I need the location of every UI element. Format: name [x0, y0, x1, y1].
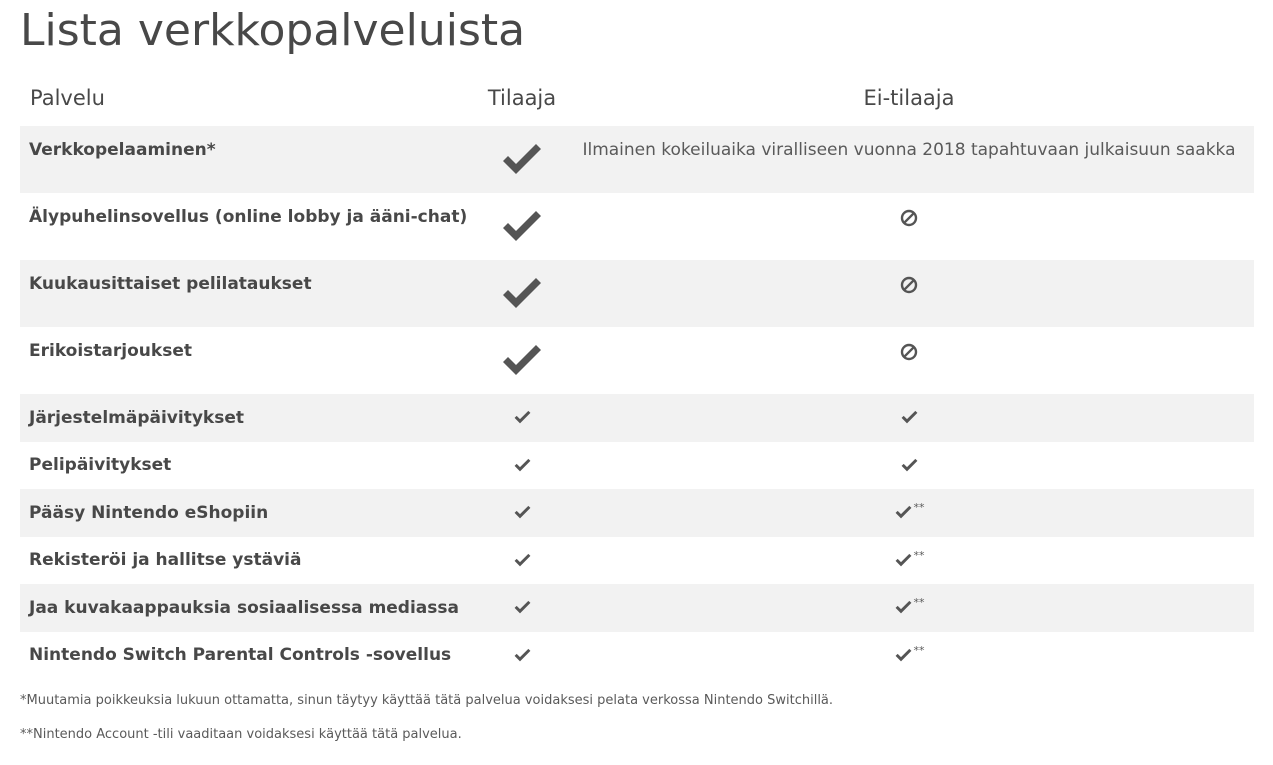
header-subscriber: Tilaaja: [487, 86, 557, 110]
check-icon: [500, 276, 544, 312]
footnote-marker: **: [913, 596, 925, 610]
table-row: [20, 394, 1254, 442]
check-icon: [500, 343, 544, 379]
service-name: Verkkopelaaminen*: [29, 140, 216, 160]
table-row: [20, 632, 1254, 680]
service-name: Pääsy Nintendo eShopiin: [29, 502, 269, 523]
page: [20, 0, 1254, 759]
footnote-marker: **: [913, 548, 925, 562]
service-name: Jaa kuvakaappauksia sosiaalisessa mediassa: [29, 597, 459, 618]
check-icon: [513, 600, 532, 615]
table-row: [20, 489, 1254, 537]
table-row: [20, 260, 1254, 327]
table-row: [20, 584, 1254, 632]
services-table: [20, 70, 1254, 679]
no-entry-icon: [900, 341, 918, 361]
service-name: Kuukausittaiset pelilataukset: [29, 274, 312, 294]
no-entry-icon: [900, 207, 918, 227]
table-row: [20, 442, 1254, 490]
service-name: Pelipäivitykset: [29, 455, 172, 476]
check-icon: [894, 553, 913, 568]
service-name: Erikoistarjoukset: [29, 341, 192, 361]
service-name: Rekisteröi ja hallitse ystäviä: [29, 550, 302, 571]
non-subscriber-note: Ilmainen kokeiluaika viralliseen vuonna 2018 tapahtuvaan julkaisuun saakka: [582, 140, 1236, 160]
check-icon: [513, 410, 532, 425]
table-row: [20, 327, 1254, 394]
check-icon: [900, 410, 919, 425]
check-icon: [894, 648, 913, 663]
check-icon: [513, 648, 532, 663]
check-icon: [513, 553, 532, 568]
service-name: Järjestelmäpäivitykset: [29, 407, 244, 428]
check-icon: [513, 458, 532, 473]
table-row: [20, 193, 1254, 260]
check-icon: [894, 505, 913, 520]
check-icon: [513, 505, 532, 520]
check-icon: [500, 209, 544, 245]
header-non-subscriber: Ei-tilaaja: [863, 86, 955, 110]
no-entry-icon: [900, 274, 918, 294]
table-row: [20, 537, 1254, 585]
service-name: Nintendo Switch Parental Controls -sovellus: [29, 645, 452, 666]
check-icon: [900, 458, 919, 473]
service-name: Älypuhelinsovellus (online lobby ja ääni-chat): [29, 207, 468, 227]
check-icon: [894, 600, 913, 615]
footnote-marker: **: [913, 501, 925, 515]
table-row: [20, 126, 1254, 193]
page-title: Lista verkkopalveluista: [20, 5, 526, 56]
footnotes: [20, 691, 1254, 759]
footnote-marker: **: [913, 643, 925, 657]
table-header: [20, 70, 1254, 126]
check-icon: [500, 142, 544, 178]
header-service: Palvelu: [30, 86, 105, 110]
footnote-single: *Muutamia poikkeuksia lukuun ottamatta, sinun täytyy käyttää tätä palvelua voidaksesi pelata verkossa Nintendo Switchillä.: [20, 693, 834, 708]
footnote-double: **Nintendo Account -tili vaaditaan voidaksesi käyttää tätä palvelua.: [20, 727, 462, 742]
